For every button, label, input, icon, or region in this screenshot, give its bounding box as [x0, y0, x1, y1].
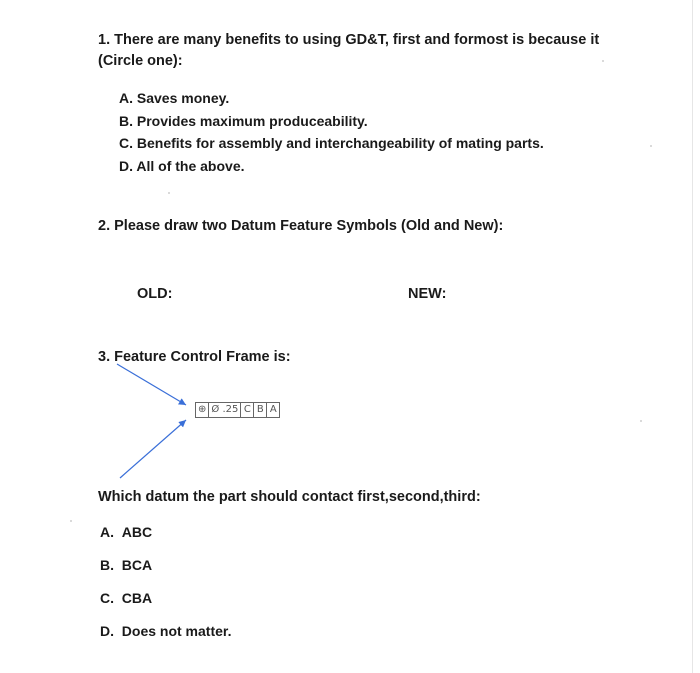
- q4-option-b[interactable]: [100, 556, 152, 574]
- position-symbol-icon: ⊕: [196, 403, 209, 417]
- q1-option-d[interactable]: D. All of the above.: [119, 157, 245, 174]
- scan-speck: [602, 60, 604, 62]
- datum-b: B: [254, 403, 267, 417]
- feature-control-frame: [195, 402, 280, 418]
- scan-speck: [650, 145, 652, 147]
- tolerance-value: Ø .25: [209, 403, 241, 417]
- scan-speck: [640, 420, 642, 422]
- question-3-text: 3. Feature Control Frame is:: [98, 349, 291, 365]
- q4-option-b-letter: B.: [100, 557, 114, 573]
- q4-option-b-text: BCA: [121, 557, 153, 573]
- datum-c: C: [241, 403, 254, 417]
- q1-option-b[interactable]: B. Provides maximum produceability.: [119, 112, 368, 129]
- arrow-upper: [117, 364, 186, 405]
- question-1-text: 1. There are many benefits to using GD&T, first and formost is because it (Circle one):: [98, 32, 600, 69]
- question-4-text: Which datum the part should contact first,second,third:: [98, 489, 481, 505]
- q1-option-a[interactable]: A. Saves money.: [119, 90, 230, 106]
- q1-option-c[interactable]: C. Benefits for assembly and interchangeability of mating parts.: [119, 135, 544, 151]
- question-2-text: 2. Please draw two Datum Feature Symbols (Old and New):: [98, 218, 504, 234]
- old-label: OLD:: [137, 286, 173, 302]
- q4-option-d-text: Does not matter.: [121, 623, 232, 639]
- arrow-lower: [120, 420, 186, 478]
- scan-speck: [168, 192, 170, 194]
- q4-option-a-text: ABC: [121, 524, 153, 540]
- q4-option-c-letter: C.: [100, 590, 114, 606]
- datum-a: A: [269, 404, 277, 415]
- q4-option-d[interactable]: [100, 622, 231, 640]
- scan-speck: [70, 520, 72, 522]
- new-label: NEW:: [408, 286, 447, 302]
- q4-option-c-text: CBA: [121, 590, 153, 606]
- q4-option-a[interactable]: [100, 523, 152, 541]
- q4-option-d-letter: D.: [100, 623, 114, 639]
- q4-option-c[interactable]: [100, 589, 152, 607]
- q4-option-a-letter: A.: [100, 524, 114, 540]
